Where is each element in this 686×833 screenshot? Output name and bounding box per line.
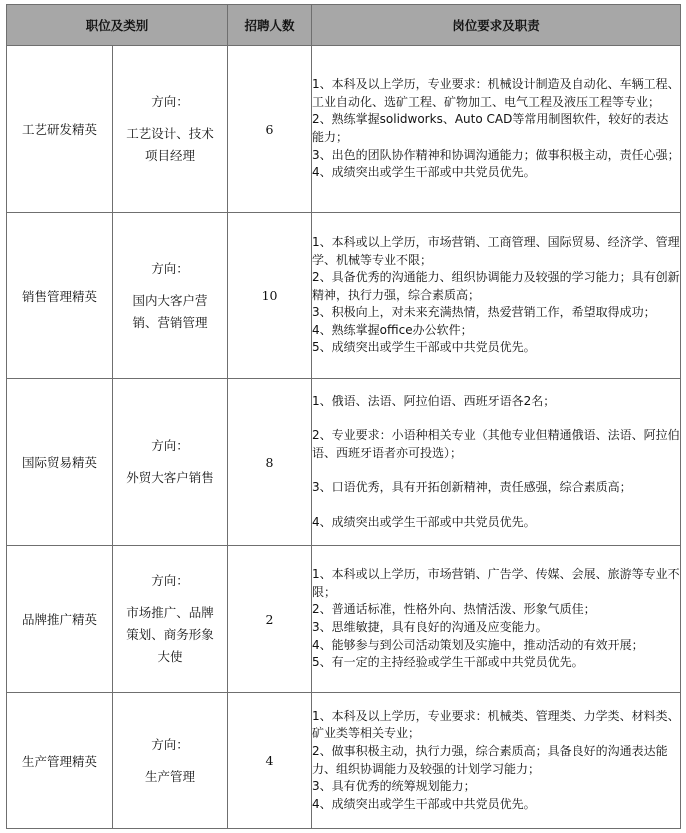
position-name: 销售管理精英 [7,213,113,379]
table-row [7,693,681,829]
direction-cell [113,546,228,693]
direction-text: 工艺设计、技术项目经理 [126,126,214,163]
direction-label: 方向： [151,438,189,453]
requirement-line: 3、积极向上，对未来充满热情，热爱营销工作，希望取得成功； [312,305,656,320]
requirement-line: 2、具备优秀的沟通能力、组织协调能力及较强的学习能力；具有创新精神，执行力强，综合素质高； [312,270,680,302]
requirements-cell [312,46,681,213]
requirement-line: 1、本科或以上学历，市场营销、广告学、传媒、会展、旅游等专业不限； [312,567,680,599]
hire-count: 10 [228,213,312,379]
direction-text: 市场推广、品牌策划、商务形象大使 [126,605,214,664]
direction-label: 方向： [151,573,189,588]
header-category: 职位及类别 [7,5,228,46]
requirements-cell [312,213,681,379]
requirements-cell [312,693,681,829]
requirement-line: 3、口语优秀，具有开拓创新精神，责任感强，综合素质高； [312,480,632,495]
requirement-line: 4、成绩突出或学生干部或中共党员优先。 [312,796,536,811]
requirement-line: 1、本科及以上学历，专业要求：机械设计制造及自动化、车辆工程、工业自动化、选矿工程、矿物加工、电气工程及液压工程等专业； [312,77,680,109]
requirement-line: 4、熟练掌握office办公软件； [312,322,473,337]
requirement-line: 2、做事积极主动，执行力强，综合素质高；具备良好的沟通表达能力、组织协调能力及较强的计划学习能力； [312,743,668,776]
requirement-line: 1、本科及以上学历，专业要求：机械类、管理类、力学类、材料类、矿业类等相关专业； [312,708,680,741]
requirement-line: 2、熟练掌握solidworks、Auto CAD等常用制图软件，较好的表达能力； [312,112,669,144]
requirements-cell [312,379,681,546]
requirement-line: 3、具有优秀的统筹规划能力； [312,779,476,794]
requirement-line: 2、专业要求：小语种相关专业（其他专业但精通俄语、法语、阿拉伯语、西班牙语者亦可投选）； [312,428,680,460]
requirement-line: 5、有一定的主持经验或学生干部或中共党员优先。 [312,655,584,670]
requirement-line: 2、普通话标准，性格外向、热情活泼、形象气质佳； [312,602,596,617]
position-name: 品牌推广精英 [7,546,113,693]
position-name: 工艺研发精英 [7,46,113,213]
table-row [7,546,681,693]
hire-count: 8 [228,379,312,546]
recruitment-table [6,4,681,829]
direction-label: 方向： [151,260,189,276]
position-name: 生产管理精英 [7,693,113,829]
requirement-line: 4、成绩突出或学生干部或中共党员优先。 [312,514,536,529]
direction-text: 外贸大客户销售 [126,470,214,485]
table-row [7,46,681,213]
table-row [7,213,681,379]
table-row [7,379,681,546]
direction-text: 生产管理 [145,768,196,784]
direction-text: 国内大客户营销、营销管理 [132,292,208,330]
requirement-line: 5、成绩突出或学生干部或中共党员优先。 [312,340,536,355]
header-requirements: 岗位要求及职责 [312,5,681,46]
direction-label: 方向： [151,736,189,752]
requirement-line: 1、本科或以上学历，市场营销、工商管理、国际贸易、经济学、管理学、机械等专业不限； [312,234,680,267]
header-count: 招聘人数 [228,5,312,46]
requirement-line: 3、思维敏捷，具有良好的沟通及应变能力。 [312,620,548,634]
direction-cell [113,46,228,213]
requirement-line: 1、俄语、法语、阿拉伯语、西班牙语各2名； [312,393,556,408]
position-name: 国际贸易精英 [7,379,113,546]
hire-count: 4 [228,693,312,829]
direction-cell [113,213,228,379]
requirement-line: 4、能够参与到公司活动策划及实施中，推动活动的有效开展； [312,637,644,652]
hire-count: 2 [228,546,312,693]
hire-count: 6 [228,46,312,213]
requirements-cell [312,546,681,693]
direction-cell [113,379,228,546]
direction-label: 方向： [151,94,189,109]
direction-cell [113,693,228,829]
requirement-line: 3、出色的团队协作精神和协调沟通能力；做事积极主动，责任心强； [312,147,680,162]
requirement-line: 4、成绩突出或学生干部或中共党员优先。 [312,165,536,180]
header-row [7,5,681,46]
